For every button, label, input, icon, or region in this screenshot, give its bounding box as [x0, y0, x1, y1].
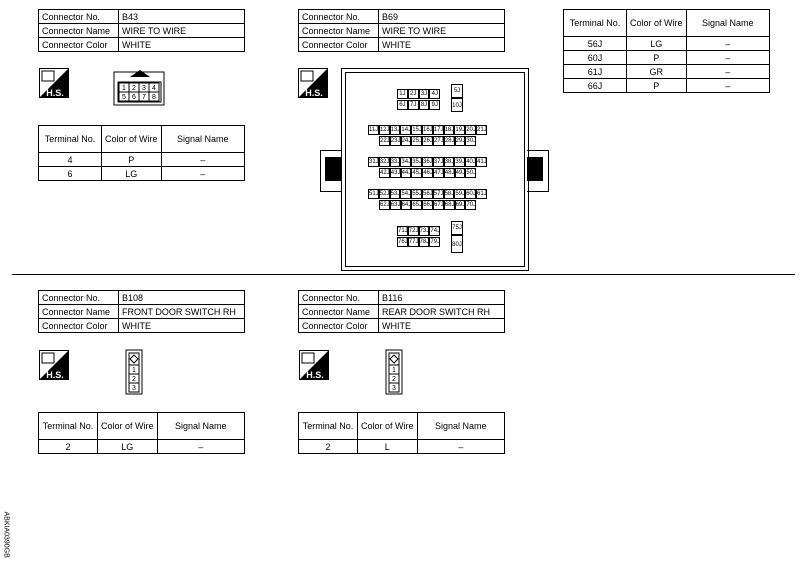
- header-terminal-no: Terminal No.: [564, 10, 627, 37]
- pin-cell: 19J: [455, 127, 466, 133]
- pin-cell: 11J: [369, 127, 379, 133]
- header-terminal-no: Terminal No.: [299, 413, 358, 440]
- pin-cell: 34J: [401, 159, 412, 165]
- label-connector-no: Connector No.: [39, 291, 119, 305]
- header-signal-name: Signal Name: [417, 413, 504, 440]
- pin-cell: 67J: [434, 202, 444, 208]
- pin-cell: 21J: [477, 127, 487, 133]
- label-connector-color: Connector Color: [39, 38, 119, 52]
- pin-cell: 8J: [419, 100, 430, 110]
- pin-cell: 3J: [419, 89, 430, 99]
- pin-cell: 15J: [412, 127, 422, 133]
- pin-cell: 48J: [444, 170, 455, 176]
- pin-cell: 64J: [401, 202, 412, 208]
- label-connector-no: Connector No.: [39, 10, 119, 24]
- terminal-table-b69: [563, 9, 770, 93]
- pin-number: 3: [132, 385, 136, 392]
- connector-color-value: WHITE: [379, 319, 505, 333]
- pin-cell: 4J: [429, 89, 440, 99]
- hs-icon: [39, 350, 69, 380]
- pin-cell: 65J: [412, 202, 423, 208]
- connector-color-value: WHITE: [119, 38, 245, 52]
- terminal-table-b108: [38, 412, 245, 454]
- header-signal-name: Signal Name: [161, 126, 244, 153]
- pin-cell: 35J: [412, 159, 422, 165]
- pin-cell: 74J: [430, 228, 441, 234]
- table-row: 60J P –: [564, 51, 770, 65]
- connector-no-value: B116: [379, 291, 505, 305]
- connector-color-value: WHITE: [119, 319, 245, 333]
- pin-cell: 33J: [390, 159, 401, 165]
- pin-number: 1: [392, 367, 396, 374]
- table-row: 2 LG –: [39, 440, 245, 454]
- table-row: 2 L –: [299, 440, 505, 454]
- connector-face-b116: [385, 349, 403, 395]
- pin-cell: 16J: [423, 127, 433, 133]
- connector-info-b116: [298, 290, 505, 333]
- label-connector-no: Connector No.: [299, 10, 379, 24]
- table-row: 56J LG –: [564, 37, 770, 51]
- connector-info-b69: [298, 9, 505, 52]
- pin-cell: 46J: [423, 170, 433, 176]
- pin-cell: 9J: [429, 100, 440, 110]
- pin-number: 3: [392, 385, 396, 392]
- connector-no-value: B69: [379, 10, 505, 24]
- pin-cell: 58J: [444, 191, 455, 197]
- hs-icon: [299, 350, 329, 380]
- pin-cell: 55J: [412, 191, 422, 197]
- connector-no-value: B108: [119, 291, 245, 305]
- pin-cell: 56J: [423, 191, 433, 197]
- pin-cell: 18J: [444, 127, 455, 133]
- pin-number: 1: [132, 367, 136, 374]
- pin-cell: 59J: [455, 191, 466, 197]
- svg-text:H.S.: H.S.: [46, 370, 64, 380]
- header-color-of-wire: Color of Wire: [102, 126, 162, 153]
- pin-cell: 17J: [433, 127, 444, 133]
- pin-number: 2: [132, 376, 136, 383]
- pin-cell: 42J: [380, 170, 390, 176]
- label-connector-name: Connector Name: [299, 305, 379, 319]
- label-connector-color: Connector Color: [39, 319, 119, 333]
- svg-text:H.S.: H.S.: [46, 88, 64, 98]
- pin-cell: 22J: [380, 138, 390, 144]
- pin-cell: 31J: [369, 159, 379, 165]
- pin-cell: 52J: [379, 191, 390, 197]
- pin-cell: 37J: [433, 159, 444, 165]
- pin-cell: 71J: [398, 228, 408, 234]
- pin-cell: 7J: [408, 100, 419, 110]
- pin-cell: 54J: [401, 191, 412, 197]
- pin-cell: 27J: [434, 138, 444, 144]
- table-row: 6 LG –: [39, 167, 245, 181]
- pin-number: 1: [122, 85, 126, 92]
- pin-cell: 23J: [390, 138, 401, 144]
- connector-name-value: FRONT DOOR SWITCH RH: [119, 305, 245, 319]
- pin-cell: 38J: [444, 159, 455, 165]
- hs-icon: [39, 68, 69, 98]
- pin-cell: 24J: [401, 138, 412, 144]
- pin-cell: 75J: [451, 221, 463, 235]
- connector-color-value: WHITE: [379, 38, 505, 52]
- pin-cell: 57J: [433, 191, 444, 197]
- pin-number: 3: [142, 85, 146, 92]
- svg-text:H.S.: H.S.: [305, 88, 323, 98]
- pin-cell: 70J: [466, 202, 477, 208]
- pin-number: 8: [152, 94, 156, 101]
- latch-left: [325, 157, 341, 181]
- pin-cell: 53J: [390, 191, 401, 197]
- pin-cell: 45J: [412, 170, 423, 176]
- pin-cell: 32J: [379, 159, 390, 165]
- pin-cell: 5J: [451, 84, 463, 98]
- pin-cell: 62J: [380, 202, 390, 208]
- pin-cell: 47J: [434, 170, 444, 176]
- pin-cell: 2J: [408, 89, 419, 99]
- pin-cell: 25J: [412, 138, 423, 144]
- pin-cell: 43J: [390, 170, 401, 176]
- pin-number: 6: [132, 94, 136, 101]
- pin-number: 2: [392, 376, 396, 383]
- header-signal-name: Signal Name: [157, 413, 244, 440]
- pin-cell: 72J: [408, 228, 419, 234]
- table-row: 66J P –: [564, 79, 770, 93]
- connector-face-b108: [125, 349, 143, 395]
- label-connector-name: Connector Name: [299, 24, 379, 38]
- label-connector-color: Connector Color: [299, 319, 379, 333]
- pin-cell: 40J: [466, 159, 476, 165]
- pin-cell: 41J: [477, 159, 487, 165]
- hs-icon: [298, 68, 328, 98]
- header-signal-name: Signal Name: [686, 10, 769, 37]
- connector-face-b43: [112, 67, 167, 107]
- section-divider: [12, 274, 795, 275]
- terminal-table-b43: [38, 125, 245, 181]
- pin-number: 2: [132, 85, 136, 92]
- label-connector-name: Connector Name: [39, 24, 119, 38]
- pin-cell: 20J: [466, 127, 476, 133]
- pin-cell: 79J: [430, 239, 441, 245]
- pin-cell: 66J: [423, 202, 433, 208]
- pin-cell: 13J: [390, 127, 401, 133]
- pin-cell: 14J: [401, 127, 412, 133]
- pin-cell: 28J: [444, 138, 455, 144]
- pin-cell: 44J: [401, 170, 412, 176]
- terminal-table-b116: [298, 412, 505, 454]
- connector-info-b43: [38, 9, 245, 52]
- pin-cell: 36J: [423, 159, 433, 165]
- pin-cell: 73J: [419, 228, 430, 234]
- header-terminal-no: Terminal No.: [39, 413, 98, 440]
- pin-cell: 68J: [444, 202, 455, 208]
- table-row: 4 P –: [39, 153, 245, 167]
- label-connector-name: Connector Name: [39, 305, 119, 319]
- header-color-of-wire: Color of Wire: [98, 413, 158, 440]
- pin-cell: 39J: [455, 159, 466, 165]
- pin-cell: 29J: [455, 138, 466, 144]
- pin-cell: 63J: [390, 202, 401, 208]
- pin-cell: 76J: [398, 239, 408, 245]
- header-color-of-wire: Color of Wire: [627, 10, 687, 37]
- pin-cell: 6J: [397, 100, 408, 110]
- connector-name-value: WIRE TO WIRE: [119, 24, 245, 38]
- header-color-of-wire: Color of Wire: [358, 413, 418, 440]
- pin-cell: 51J: [369, 191, 379, 197]
- pin-cell: 12J: [379, 127, 390, 133]
- connector-no-value: B43: [119, 10, 245, 24]
- pin-cell: 10J: [451, 98, 463, 112]
- header-terminal-no: Terminal No.: [39, 126, 102, 153]
- pin-cell: 26J: [423, 138, 433, 144]
- svg-text:H.S.: H.S.: [306, 370, 324, 380]
- pin-cell: 80J: [451, 235, 463, 253]
- table-row: 61J GR –: [564, 65, 770, 79]
- pin-cell: 69J: [455, 202, 466, 208]
- pin-cell: 1J: [397, 89, 408, 99]
- figure-id: ABKIA0390GB: [2, 511, 10, 558]
- pin-cell: 61J: [477, 191, 487, 197]
- label-connector-no: Connector No.: [299, 291, 379, 305]
- label-connector-color: Connector Color: [299, 38, 379, 52]
- pin-number: 7: [142, 94, 146, 101]
- pin-cell: 30J: [466, 138, 477, 144]
- pin-cell: 60J: [466, 191, 476, 197]
- latch-right: [527, 157, 543, 181]
- connector-name-value: WIRE TO WIRE: [379, 24, 505, 38]
- connector-name-value: REAR DOOR SWITCH RH: [379, 305, 505, 319]
- pin-cell: 50J: [466, 170, 477, 176]
- connector-info-b108: [38, 290, 245, 333]
- pin-cell: 77J: [408, 239, 419, 245]
- pin-cell: 49J: [455, 170, 466, 176]
- pin-number: 4: [152, 85, 156, 92]
- pin-cell: 78J: [419, 239, 430, 245]
- pin-number: 5: [122, 94, 126, 101]
